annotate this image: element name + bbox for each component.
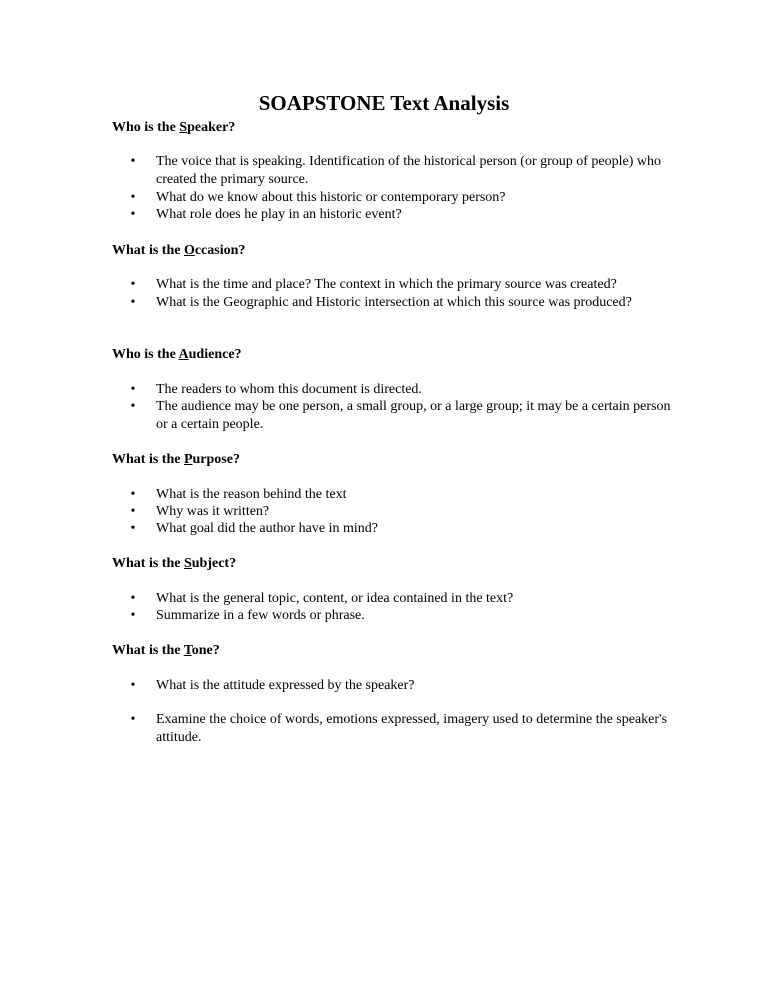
bullet-text: Summarize in a few words or phrase. [156, 608, 365, 623]
subject-heading [112, 555, 236, 573]
bullet-text: What role does he play in an historic event? [156, 207, 402, 222]
heading-pre: Who is the [112, 120, 180, 135]
bullet-icon: • [130, 207, 136, 222]
heading-post: ccasion? [194, 243, 246, 258]
bullet-text: Examine the choice of words, emotions expressed, imagery used to determine the speaker's attitude. [156, 712, 668, 745]
heading-letter: P [183, 452, 193, 467]
bullet-icon: • [130, 382, 136, 397]
bullet-icon: • [130, 591, 136, 606]
heading-pre: What is the [112, 243, 184, 258]
bullet-icon: • [130, 277, 136, 292]
bullet-icon: • [130, 295, 136, 310]
heading-letter: T [183, 643, 192, 658]
heading-post: urpose? [192, 452, 240, 467]
tone-heading [112, 642, 220, 660]
heading-letter: A [178, 347, 189, 362]
bullet-text: What is the time and place? The context in which the primary source was created? [156, 277, 617, 292]
bullet-text: What is the attitude expressed by the speaker? [156, 678, 415, 693]
bullet-icon: • [130, 521, 136, 536]
bullet-text: The audience may be one person, a small group, or a large group; it may be a certain person or a certain people. [156, 399, 671, 432]
bullet-text: What is the reason behind the text [156, 487, 347, 502]
audience-heading [112, 346, 242, 364]
bullet-text: What is the general topic, content, or idea contained in the text? [156, 591, 514, 606]
bullet-icon: • [130, 504, 136, 519]
bullet-icon: • [130, 712, 136, 727]
heading-pre: What is the [112, 452, 184, 467]
occasion-heading [112, 242, 245, 260]
bullet-text: What do we know about this historic or contemporary person? [156, 190, 506, 205]
heading-post: one? [191, 643, 220, 658]
bullet-text: What is the Geographic and Historic intersection at which this source was produced? [156, 295, 632, 310]
bullet-icon: • [130, 190, 136, 205]
bullet-text: Why was it written? [156, 504, 270, 519]
bullet-text: What goal did the author have in mind? [156, 521, 378, 536]
heading-letter: S [179, 120, 188, 135]
bullet-text: The voice that is speaking. Identification of the historical person (or group of people) who created the primary source. [156, 154, 662, 187]
bullet-icon: • [130, 608, 136, 623]
heading-post: peaker? [187, 120, 236, 135]
purpose-heading [112, 451, 240, 469]
bullet-icon: • [130, 154, 136, 169]
heading-pre: Who is the [112, 347, 179, 362]
bullet-icon: • [130, 487, 136, 502]
document-title: SOAPSTONE Text Analysis [258, 91, 510, 115]
heading-pre: What is the [112, 556, 184, 571]
bullet-icon: • [130, 399, 136, 414]
speaker-heading [112, 119, 235, 137]
bullet-text: The readers to whom this document is directed. [156, 382, 422, 397]
bullet-icon: • [130, 678, 136, 693]
heading-post: ubject? [191, 556, 237, 571]
heading-post: udience? [188, 347, 242, 362]
heading-letter: S [183, 556, 192, 571]
heading-pre: What is the [112, 643, 184, 658]
heading-letter: O [183, 243, 195, 258]
